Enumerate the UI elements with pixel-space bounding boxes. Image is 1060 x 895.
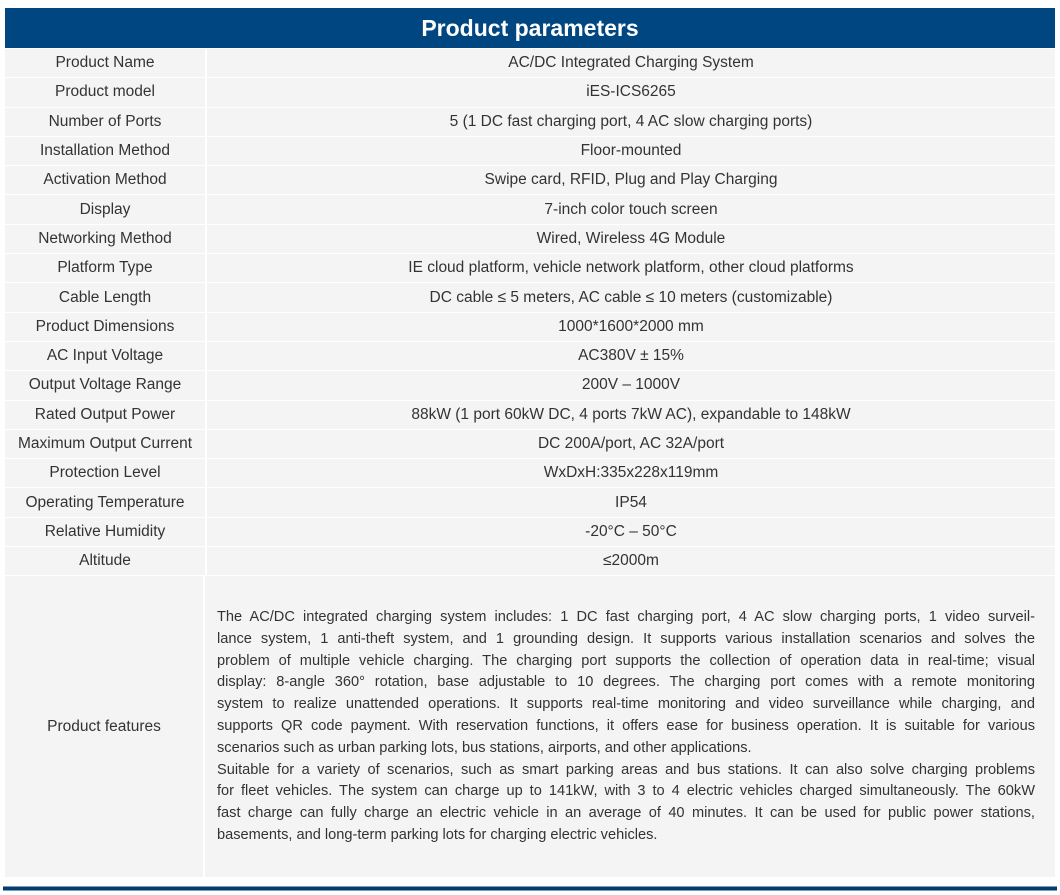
features-line: The AC/DC integrated charging system includes: 1 DC fast charging port, 4 AC slow charging ports, 1 video surveil- — [217, 608, 1035, 625]
row-value: 1000*1600*2000 mm — [207, 313, 1055, 341]
features-text — [217, 607, 1035, 847]
table-row — [5, 107, 1055, 136]
row-value: IE cloud platform, vehicle network platform, other cloud platforms — [207, 254, 1055, 282]
row-value: -20°C – 50°C — [207, 518, 1055, 546]
table-title: Product parameters — [5, 8, 1055, 48]
table-row — [5, 487, 1055, 516]
table-row — [5, 77, 1055, 106]
bottom-divider — [3, 886, 1057, 891]
row-value: Swipe card, RFID, Plug and Play Charging — [207, 166, 1055, 194]
row-value — [205, 576, 1055, 877]
row-label: Number of Ports — [5, 108, 205, 136]
table-row — [5, 341, 1055, 370]
row-value: Floor-mounted — [207, 137, 1055, 165]
table-row — [5, 458, 1055, 487]
row-value: AC/DC Integrated Charging System — [207, 49, 1055, 77]
features-line: basements, and long-term parking lots for charging electric vehicles. — [217, 826, 658, 843]
row-label: Networking Method — [5, 225, 205, 253]
features-line: scenarios such as urban parking lots, bus stations, airports, and other applications. — [217, 739, 752, 756]
row-label: Activation Method — [5, 166, 205, 194]
features-line: fast charge can fully charge an electric vehicle in an average of 40 minutes. It can be used for public power stations, — [217, 805, 1035, 822]
row-value: DC 200A/port, AC 32A/port — [207, 430, 1055, 458]
row-label: Cable Length — [5, 283, 205, 311]
table-row — [5, 224, 1055, 253]
features-line: Suitable for a variety of scenarios, such as smart parking areas and bus stations. It can also solve charging problems — [217, 761, 1035, 778]
row-value: 7-inch color touch screen — [207, 195, 1055, 223]
table-row — [5, 517, 1055, 546]
table-row — [5, 546, 1055, 575]
row-value: 5 (1 DC fast charging port, 4 AC slow charging ports) — [207, 108, 1055, 136]
row-label: Product model — [5, 78, 205, 106]
row-value: DC cable ≤ 5 meters, AC cable ≤ 10 meters (customizable) — [207, 283, 1055, 311]
row-value: ≤2000m — [207, 547, 1055, 575]
table-row — [5, 165, 1055, 194]
features-line: lance system, 1 anti-theft system, and 1 grounding design. It supports various installation scenarios and solves the — [217, 630, 1035, 647]
row-label: Platform Type — [5, 254, 205, 282]
product-parameters-table — [5, 8, 1055, 877]
row-label: Protection Level — [5, 459, 205, 487]
row-value: IP54 — [207, 488, 1055, 516]
row-label: Display — [5, 195, 205, 223]
table-row — [5, 194, 1055, 223]
row-label: Installation Method — [5, 137, 205, 165]
row-label: Product features — [5, 576, 203, 877]
row-value: Wired, Wireless 4G Module — [207, 225, 1055, 253]
row-value: AC380V ± 15% — [207, 342, 1055, 370]
table-row-features — [5, 575, 1055, 877]
features-line: system to realize unattended operations. It supports real-time monitoring and video surveillance while charging, and — [217, 696, 1035, 713]
features-line: display: 8-angle 360° rotation, base adjustable to 10 degrees. The charging port comes with a remote monitoring — [217, 674, 1035, 691]
table-body — [5, 48, 1055, 575]
features-line: supports QR code payment. With reservation functions, it offers ease for business operation. It is suitable for various — [217, 717, 1035, 734]
row-label: Maximum Output Current — [5, 430, 205, 458]
table-row — [5, 312, 1055, 341]
row-label: Product Name — [5, 49, 205, 77]
row-label: Operating Temperature — [5, 488, 205, 516]
row-label: Product Dimensions — [5, 313, 205, 341]
row-label: Altitude — [5, 547, 205, 575]
row-value: 200V – 1000V — [207, 371, 1055, 399]
row-value: 88kW (1 port 60kW DC, 4 ports 7kW AC), expandable to 148kW — [207, 401, 1055, 429]
table-row — [5, 136, 1055, 165]
table-row — [5, 282, 1055, 311]
table-row — [5, 48, 1055, 77]
row-label: Relative Humidity — [5, 518, 205, 546]
row-label: Output Voltage Range — [5, 371, 205, 399]
table-row — [5, 429, 1055, 458]
row-value: iES-ICS6265 — [207, 78, 1055, 106]
table-row — [5, 400, 1055, 429]
table-row — [5, 370, 1055, 399]
features-line: problem of multiple vehicle charging. The charging port supports the collection of operation data in real-time; visual — [217, 652, 1035, 669]
row-value: WxDxH:335x228x119mm — [207, 459, 1055, 487]
row-label: Rated Output Power — [5, 401, 205, 429]
row-label: AC Input Voltage — [5, 342, 205, 370]
features-line: for fleet vehicles. The system can charge up to 141kW, with 3 to 4 electric vehicles charged simultaneously. The 60kW — [217, 783, 1035, 800]
table-row — [5, 253, 1055, 282]
